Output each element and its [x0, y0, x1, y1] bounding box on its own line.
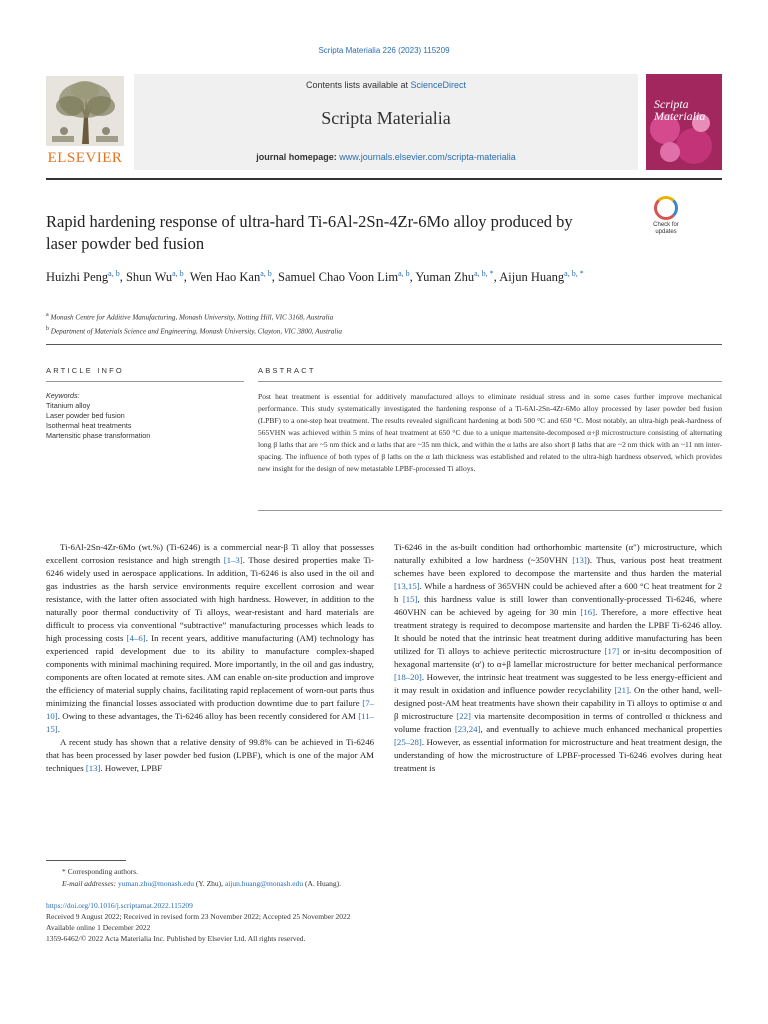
citation-link[interactable]: [7–10]: [46, 698, 374, 721]
header-divider: [46, 178, 722, 180]
cover-blob: [676, 128, 712, 164]
email-name-huang: (A. Huang).: [303, 879, 342, 888]
doi-link[interactable]: https://doi.org/10.1016/j.scriptamat.2022.115209: [46, 901, 193, 910]
available-date: Available online 1 December 2022: [46, 923, 151, 932]
body-paragraph: A recent study has shown that a relative density of 99.8% can be achieved in Ti-6246 that has been processed by laser powder bed fusion (LPBF), which is one of the major AM techniques [13]. However, LPBF: [46, 737, 374, 773]
author-affiliation-marker[interactable]: a, b: [172, 269, 184, 278]
article-info-heading: ARTICLE INFO: [46, 366, 124, 375]
citation-link[interactable]: [13,15]: [394, 581, 420, 591]
author-affiliation-marker[interactable]: a, b, *: [564, 269, 584, 278]
check-updates-icon: [654, 196, 678, 220]
citation-link[interactable]: [11–15]: [46, 711, 374, 734]
keyword-item: Isothermal heat treatments: [46, 421, 132, 430]
cover-blob: [660, 142, 680, 162]
email-name-zhu: (Y. Zhu),: [194, 879, 225, 888]
elsevier-tree-icon: [46, 76, 124, 146]
citation-link[interactable]: [15]: [402, 594, 418, 604]
author-name[interactable]: Shun Wu: [125, 270, 173, 285]
keyword-item: Titanium alloy: [46, 401, 91, 410]
article-title: Rapid hardening response of ultra-hard Ti-6Al-2Sn-4Zr-6Mo alloy produced by laser powder bed fusion: [46, 212, 573, 253]
journal-reference[interactable]: Scripta Materialia 226 (2023) 115209: [318, 46, 450, 55]
citation-link[interactable]: [18–20]: [394, 672, 422, 682]
footnote-divider: [46, 860, 126, 861]
contents-line: [134, 80, 638, 90]
email-line: [62, 878, 686, 890]
email-link-huang[interactable]: aijun.huang@monash.edu: [224, 879, 304, 888]
abstract-bottom-divider: [258, 510, 722, 511]
citation-link[interactable]: [13]: [85, 763, 101, 773]
author-name[interactable]: Samuel Chao Voon Lim: [278, 270, 399, 285]
elsevier-logo[interactable]: [46, 76, 124, 166]
keywords-list: [46, 391, 244, 441]
journal-cover-image[interactable]: [646, 74, 722, 170]
title-divider: [46, 344, 722, 345]
citation-link[interactable]: [21]: [614, 685, 629, 695]
author-list: Huizhi Peng$^{a, b}$, Shun Wu$^{a, b}$, Wen Hao Kan$^{a, b}$, Samuel Chao Voon Lim$^{a, b}$, Yuman Zhu$^{a, b, *}$, Aijun Huang$^{a, b, *}$: [46, 269, 584, 285]
author-affiliation-marker[interactable]: a, b, *: [474, 269, 494, 278]
author-name[interactable]: Wen Hao Kan: [189, 270, 261, 285]
citation-link[interactable]: [25–28]: [394, 737, 422, 747]
author-name[interactable]: Yuman Zhu: [415, 270, 475, 285]
abstract-text: Post heat treatment is essential for additively manufactured alloys to eliminate residual stress and in some cases further improve mechanical performance. This study systematically investigated the hardening response of a Ti-6Al-2Sn-4Zr-6Mo alloy processed by laser powder bed fusion (LPBF) to a one-step heat treatment. The results revealed significant hardening at both 500 °C and 650 °C. Most notably, an ultra-high peak-hardness of 565VHN was achieved within 5 mins of heat treatment at 650 °C due to a unique martensite-decomposed α+β microstructure consisting of alternating long β laths that are ~5 nm thick and α laths that are ~35 nm thick, and within the α laths are also short β laths that are ~2 nm thick with an ~11 nm inter-spacing. The influence of both types of β laths on the α lath thickness was established and related to the ultra-high hardness observed, which provides new insight for the design of new metastable LPBF-processed Ti alloys.: [258, 392, 722, 473]
citation-link[interactable]: [13]: [572, 555, 587, 565]
email-link-zhu[interactable]: yuman.zhu@monash.edu: [117, 879, 195, 888]
sciencedirect-link[interactable]: ScienceDirect: [410, 80, 467, 90]
cover-title: Scripta Materialia: [654, 97, 706, 123]
body-paragraph: Ti-6246 in the as-built condition had orthorhombic martensite (α″) microstructure, which naturally exhibited a low hardness (~350VHN [13]). Thus, various post heat treatment schemes have been explored to decompose the martensite and thus harden the material [13,15]. While a hardness of 365VHN could be achieved after a 600 °C heat treatment for 2 h [15], this hardness value is still lower than conventionally-processed Ti-6246, where 460VHN can be achieved by ageing for 30 min [16]. Therefore, a more effective heat treatment strategy is required to decompose martensite and harden the LPBF Ti-6246 alloy. It should be noted that the intrinsic heat treatment during additive manufacturing has been utilized for Ti alloys to achieve peritectic microstructure [17] or in-situ decomposition of hexagonal martensite (α′) to α+β lamellar microstructure for better mechanical performance [18–20]. However, the intrinsic heat treatment was suggested to be less energy-efficient and it may result in oxidation and influence powder recyclability [21]. On the other hand, well-designed post-AM heat treatments have shown their capability in Ti alloys to optimise α and β microstructure [22] via martensite decomposition in terms of controlled α thickness and volume fraction [23,24], and eventually to achieve much enhanced mechanical properties [25–28]. However, as essential information for microstructure and heat treatment design, the understanding of how the microstructure of LPBF-processed Ti-6246 evolves during heat treatment is: [394, 542, 722, 773]
keyword-item: Martensitic phase transformation: [46, 431, 151, 440]
author-affiliation-marker[interactable]: a, b: [398, 269, 410, 278]
citation-link[interactable]: [16]: [580, 607, 596, 617]
author-name[interactable]: Aijun Huang: [499, 270, 565, 285]
keywords-label: Keywords:: [46, 391, 80, 400]
citation-link[interactable]: [4–6]: [126, 633, 146, 643]
publisher-name: ELSEVIER: [47, 150, 123, 166]
check-updates-label: Check for updates: [653, 222, 679, 235]
corresponding-note: * Corresponding authors.: [62, 867, 139, 876]
affiliation-item: [46, 309, 726, 323]
publication-info: [46, 900, 686, 944]
abstract-heading: ABSTRACT: [258, 366, 316, 375]
journal-title: Scripta Materialia: [321, 108, 451, 128]
body-column-left: [46, 541, 374, 775]
citation-link[interactable]: [23,24]: [454, 724, 481, 734]
citation-link[interactable]: [22]: [456, 711, 471, 721]
body-column-right: [394, 541, 722, 775]
affiliation-text: Department of Materials Science and Engineering, Monash University, Clayton, VIC 3800, Australia: [49, 327, 342, 336]
homepage-line: [134, 152, 638, 162]
homepage-label: journal homepage:: [256, 152, 337, 162]
affiliation-item: [46, 323, 726, 337]
copyright-line: 1359-6462/© 2022 Acta Materialia Inc. Published by Elsevier Ltd. All rights reserved.: [46, 934, 306, 943]
journal-homepage-link[interactable]: www.journals.elsevier.com/scripta-materialia: [339, 152, 516, 162]
affiliation-text: Monash Centre for Additive Manufacturing, Monash University, Notting Hill, VIC 3168, Australia: [48, 313, 334, 322]
citation-link[interactable]: [17]: [604, 646, 620, 656]
received-dates: Received 9 August 2022; Received in revised form 23 November 2022; Accepted 25 November 2022: [46, 912, 351, 921]
affiliation-marker: b: [46, 326, 49, 333]
journal-header: [134, 74, 638, 170]
email-label: E-mail addresses:: [62, 879, 117, 888]
citation-link[interactable]: [1–3]: [223, 555, 243, 565]
abstract-divider: [258, 381, 722, 382]
keyword-item: Laser powder bed fusion: [46, 411, 125, 420]
author-affiliation-marker[interactable]: a, b: [260, 269, 272, 278]
check-for-updates-button[interactable]: [646, 196, 686, 236]
author-name[interactable]: Huizhi Peng: [46, 270, 109, 285]
contents-prefix: Contents lists available at: [305, 80, 411, 90]
footnotes: [46, 866, 686, 890]
info-divider: [46, 381, 244, 382]
affiliations: [46, 309, 726, 338]
body-paragraph: Ti-6Al-2Sn-4Zr-6Mo (wt.%) (Ti-6246) is a commercial near-β Ti alloy that possesses excellent corrosion resistance and high strength [1–3]. Those desired properties make Ti-6246 widely used in aerospace applications. In addition, Ti-6246 is also used in the oil and gas industries as the harsh service environments require excellent corrosion and wear resistance, with the latter often associated with high hardness. However, in addition to the naturally poor thermal conductivity of Ti alloys, wear-resistant and hard materials are difficult to process via conventional “subtractive” manufacturing processes which leads to high processing costs [4–6]. In recent years, additive manufacturing (AM) technology has experienced rapid development due to its ability to manufacture complex-shaped components with minimal machining required. More importantly, in the oil and gas industry, components are often located at remote sites. AM can enable on-site production and improve the efficiency of material supply chains, facilitating rapid replacement of worn-out parts thus minimizing the financial losses associated with production downtime due to part failure [7–10]. Owing to these advantages, the Ti-6246 alloy has been recently considered for AM [11–15].: [46, 542, 374, 734]
affiliation-marker: a: [46, 312, 49, 318]
author-affiliation-marker[interactable]: a, b: [108, 269, 120, 278]
